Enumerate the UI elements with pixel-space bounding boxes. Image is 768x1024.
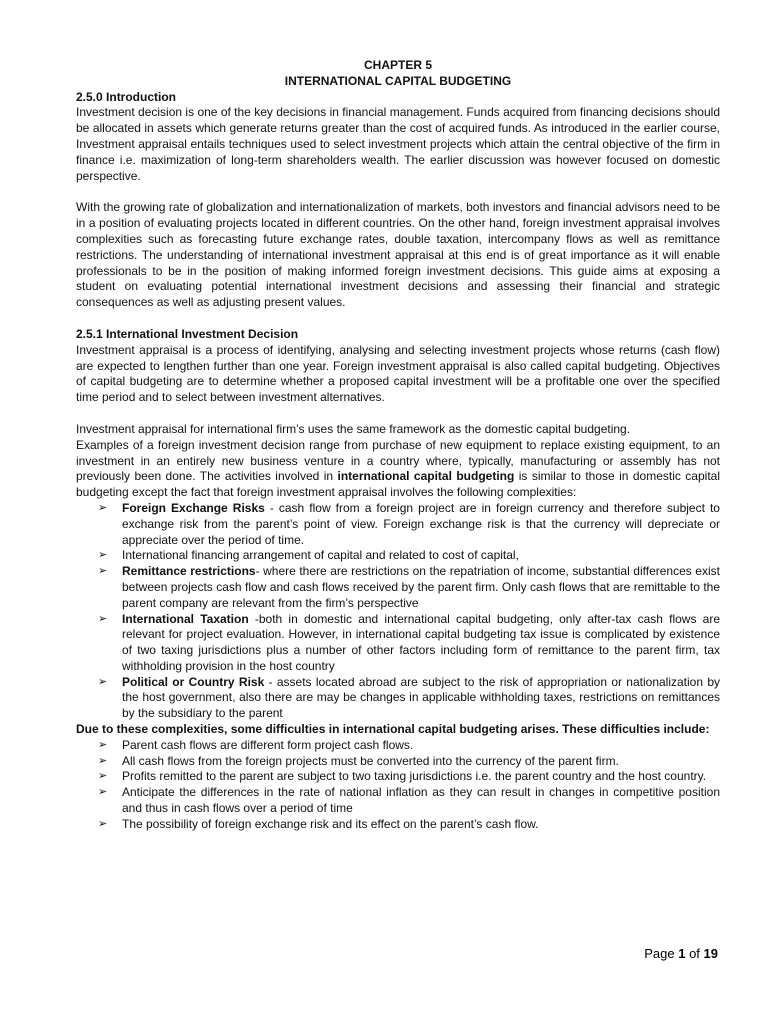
section-heading: 2.5.1 International Investment Decision [76, 326, 299, 341]
list-item: ➢ Remittance restrictions- where there are restrictions on the repatriation of income, substantial differences exist between projects cash flow and cash flows received by the parent firm. Only cash flows that are remittable to the parent company are relevant from the firm’s perspective [98, 564, 720, 610]
list-item: ➢ Foreign Exchange Risks - cash flow from a foreign project are in foreign currency and therefore subject to exchange risk from the parent’s point of view. Foreign exchange risk is that the currency will depreciate or appreciate over the period of time. [98, 500, 720, 547]
intro-paragraph-2: With the growing rate of globalization and internationalization of markets, both investors and financial advisors need to be in a position of evaluating projects located in different countries. On the other hand, foreign investment appraisal involves complexities such as forecasting future exchange rates, double taxation, intercompany flows as well as remittance restrictions. The understanding of international investment appraisal at this end is of great importance as it will enable professionals to be in the position of making informed foreign investment decisions. This guide aims at exposing a student on evaluating potential international investment decisions and assessing their financial and strategic consequences as well as adjusting present values. [76, 200, 720, 310]
arrow-bullet-icon: ➢ [98, 817, 108, 830]
list-item: ➢ International Taxation -both in domestic and international capital budgeting, only after-tax cash flows are relevant for project evaluation. However, in international capital budgeting tax issue is complicated by existence of two taxing jurisdictions plus a number of other factors including form of remittance to the parent firm, tax withholding provision in the host country [98, 611, 721, 673]
intro-paragraph-1: Investment decision is one of the key decisions in financial management. Funds acquired from financing decisions should be allocated in assets which generate returns greater than the cost of acquired funds. As introduced in the earlier course, Investment appraisal entails techniques used to select investment projects which attain the central objective of the firm in finance i.e. maximization of long-term shareholders wealth. The earlier discussion was however focused on domestic perspective. [76, 105, 720, 183]
arrow-bullet-icon: ➢ [98, 612, 108, 625]
list-item: ➢ Political or Country Risk - assets located abroad are subject to the risk of appropriation or nationalization by the host government, also there are may be changes in applicable withholding taxes, restrictions on remittances by the subsidiary to the parent [98, 674, 720, 721]
list-item: ➢ Profits remitted to the parent are subject to two taxing jurisdictions i.e. the parent country and the host country. [98, 769, 707, 784]
list-item: ➢ The possibility of foreign exchange risk and its effect on the parent’s cash flow. [98, 816, 539, 831]
arrow-bullet-icon: ➢ [98, 565, 108, 578]
section-paragraph-1: Investment appraisal is a process of identifying, analysing and selecting investment projects whose returns (cash flow) are expected to lengthen further than one year. Foreign investment appraisal is also called capital budgeting. Objectives of capital budgeting are to determine whether a proposed capital investment will be a profitable one over the specified time period and to select between investment alternatives. [76, 342, 720, 405]
complexities-list [76, 501, 720, 722]
list-item: ➢ Parent cash flows are different form project cash flows. [98, 737, 414, 752]
list-item: ➢ International financing arrangement of capital and related to cost of capital, [98, 548, 519, 563]
list-item: ➢ All cash flows from the foreign projects must be converted into the currency of the parent firm. [98, 753, 619, 768]
chapter-number: CHAPTER 5 [363, 58, 432, 72]
section-paragraph-3: Examples of a foreign investment decision range from purchase of new equipment to replace existing equipment, to an investment in an entirely new business venture in a country where, typically, manufacturing or assembly has not previously been done. The activities involved in international capital budgeting is similar to those in domestic capital budgeting except the fact that foreign investment appraisal involves the following complexities: [76, 437, 720, 500]
intro-heading: 2.5.0 Introduction [76, 89, 177, 104]
arrow-bullet-icon: ➢ [98, 501, 108, 514]
chapter-title: INTERNATIONAL CAPITAL BUDGETING [284, 73, 512, 88]
arrow-bullet-icon: ➢ [98, 754, 108, 767]
arrow-bullet-icon: ➢ [98, 770, 108, 783]
arrow-bullet-icon: ➢ [98, 786, 108, 799]
difficulties-list [76, 738, 720, 833]
list-item: ➢ Anticipate the differences in the rate of national inflation as they can result in changes in competitive position and thus in cash flows over a period of time [98, 785, 720, 816]
page-number: Page 1 of 19 [644, 946, 718, 961]
arrow-bullet-icon: ➢ [98, 675, 108, 688]
arrow-bullet-icon: ➢ [98, 549, 108, 562]
difficulties-intro: Due to these complexities, some difficulties in international capital budgeting arises. These difficulties include: [76, 722, 710, 737]
arrow-bullet-icon: ➢ [98, 738, 108, 751]
section-paragraph-2: Investment appraisal for international firm’s uses the same framework as the domestic capital budgeting. [76, 421, 631, 436]
